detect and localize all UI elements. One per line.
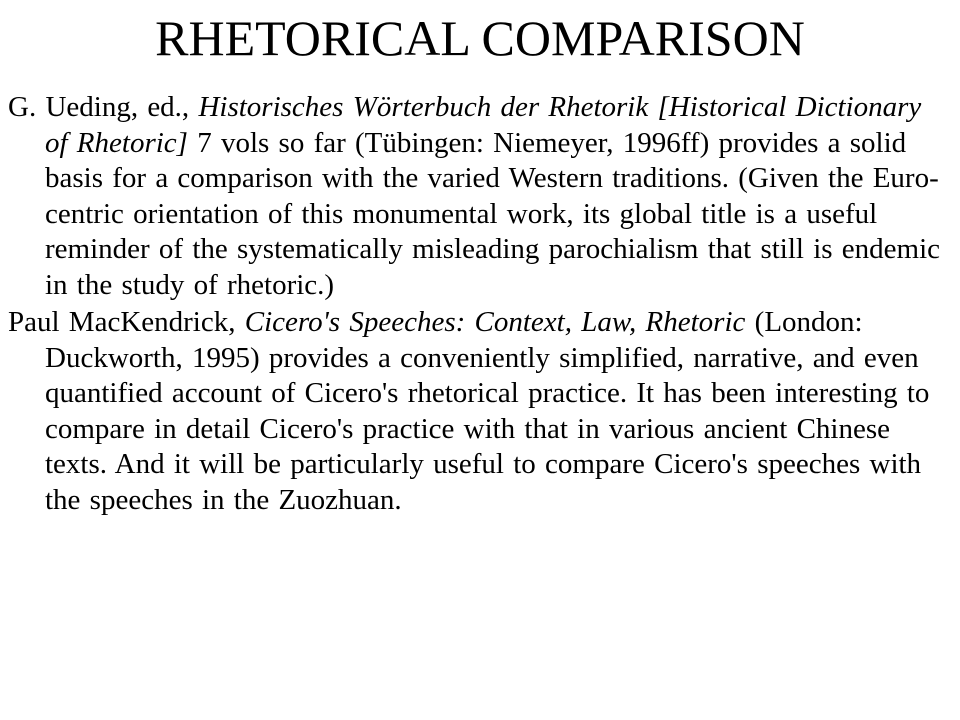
entry-work-title: Historisches Wörterbuch der Rhetorik [Historical Dictionary of Rhetoric] [45,91,922,159]
slide-body [8,90,948,520]
entry-work-title: Cicero's Speeches: Context, Law, Rhetoric [244,306,746,338]
bibliography-entry-ueding [8,90,948,303]
entry-author: Paul MacKendrick, [8,306,245,338]
entry-author: G. Ueding, ed., [8,91,199,123]
entry-annotation: (London: Duckworth, 1995) provides a conveniently simplified, narrative, and even quantified account of Cicero's rhetorical practice. It has been interesting to compare in detail Cicero's practice with that in various ancient Chinese texts. And it will be particularly useful to compare Cicero's speeches with the speeches in the Zuozhuan. [45,306,930,516]
bibliography-entry-mackendrick [8,305,948,518]
entry-annotation: 7 vols so far (Tübingen: Niemeyer, 1996ff) provides a solid basis for a comparison with the varied Western traditions. (Given the Euro-centric orientation of this monumental work, its global title is a useful reminder of the systematically misleading parochialism that still is endemic in the study of rhetoric.) [45,126,941,301]
slide-title: RHETORICAL COMPARISON [155,10,805,66]
